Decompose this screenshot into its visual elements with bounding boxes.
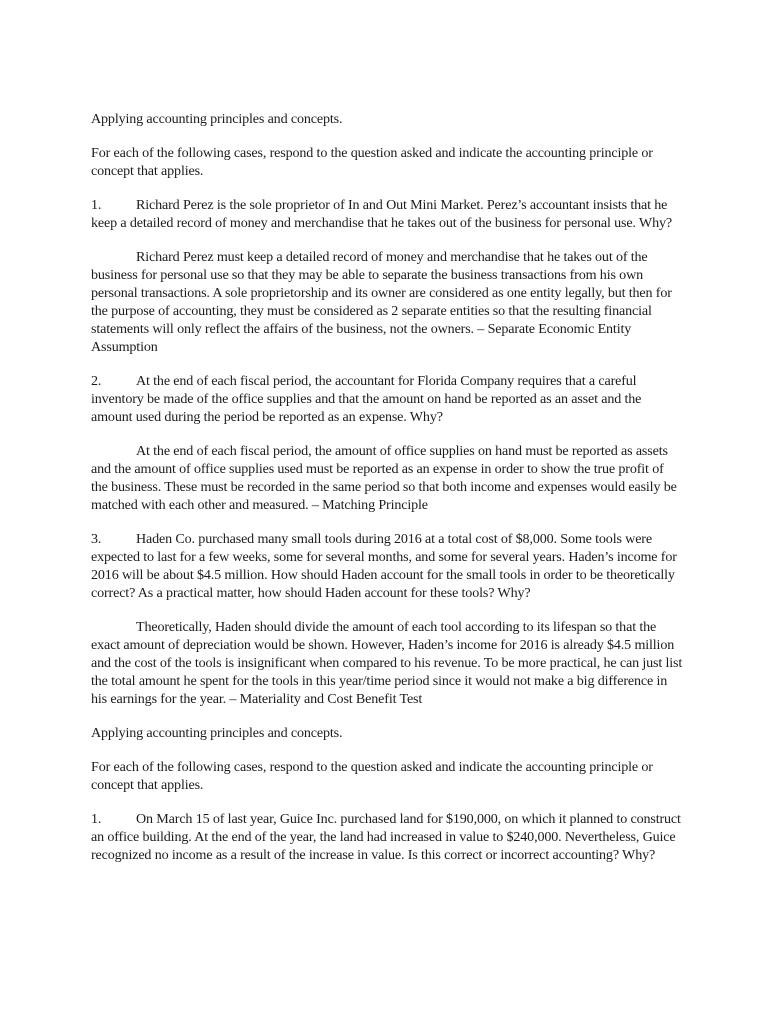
question-4 (91, 810, 683, 864)
question-text: Richard Perez is the sole proprietor of In and Out Mini Market. Perez’s accountant insists that he keep a detailed record of money and merchandise that he takes out of the business for personal use. Why? (91, 197, 672, 231)
document-page (91, 110, 683, 880)
answer-3: Theoretically, Haden should divide the amount of each tool according to its lifespan so that the exact amount of depreciation would be shown. However, Haden’s income for 2016 is already $4.5 million and the cost of the tools is insignificant when compared to his revenue. To be more practical, he can just list the total amount he spent for the tools in this year/time period since it would not make a big difference in his earnings for the year. – Materiality and Cost Benefit Test (91, 619, 683, 707)
question-3 (91, 530, 683, 602)
instructions-paragraph-2: For each of the following cases, respond to the question asked and indicate the accounting principle or concept that applies. (91, 759, 653, 793)
section-heading-2: Applying accounting principles and concepts. (91, 725, 343, 741)
question-number: 1. (91, 811, 102, 827)
question-text: On March 15 of last year, Guice Inc. purchased land for $190,000, on which it planned to construct an office building. At the end of the year, the land had increased in value to $240,000. Nevertheless, Guice recognized no income as a result of the increase in value. Is this correct or incorrect accounting? Why? (91, 811, 681, 863)
question-number: 2. (91, 373, 102, 389)
question-1 (91, 196, 683, 232)
question-number: 3. (91, 531, 102, 547)
question-text: At the end of each fiscal period, the accountant for Florida Company requires that a careful inventory be made of the office supplies and that the amount on hand be reported as an asset and the amount used during the period be reported as an expense. Why? (91, 373, 642, 425)
answer-2: At the end of each fiscal period, the amount of office supplies on hand must be reported as assets and the amount of office supplies used must be reported as an expense in order to show the true profit of the business. These must be recorded in the same period so that both income and expenses would easily be matched with each other and measured. – Matching Principle (91, 443, 677, 513)
answer-1: Richard Perez must keep a detailed record of money and merchandise that he takes out of the business for personal use so that they may be able to separate the business transactions from his own personal transactions. A sole proprietorship and its owner are considered as one entity legally, but then for the purpose of accounting, they must be considered as 2 separate entities so that the resulting financial statements will only reflect the affairs of the business, not the owners. – Separate Economic Entity Assumption (91, 249, 672, 355)
question-2 (91, 372, 683, 426)
question-number: 1. (91, 197, 102, 213)
section-heading: Applying accounting principles and concepts. (91, 111, 343, 127)
question-text: Haden Co. purchased many small tools during 2016 at a total cost of $8,000. Some tools were expected to last for a few weeks, some for several months, and some for several years. Haden’s income for 2016 will be about $4.5 million. How should Haden account for the small tools in order to be theoretically correct? As a practical matter, how should Haden account for these tools? Why? (91, 531, 677, 601)
instructions-paragraph: For each of the following cases, respond to the question asked and indicate the accounting principle or concept that applies. (91, 145, 653, 179)
